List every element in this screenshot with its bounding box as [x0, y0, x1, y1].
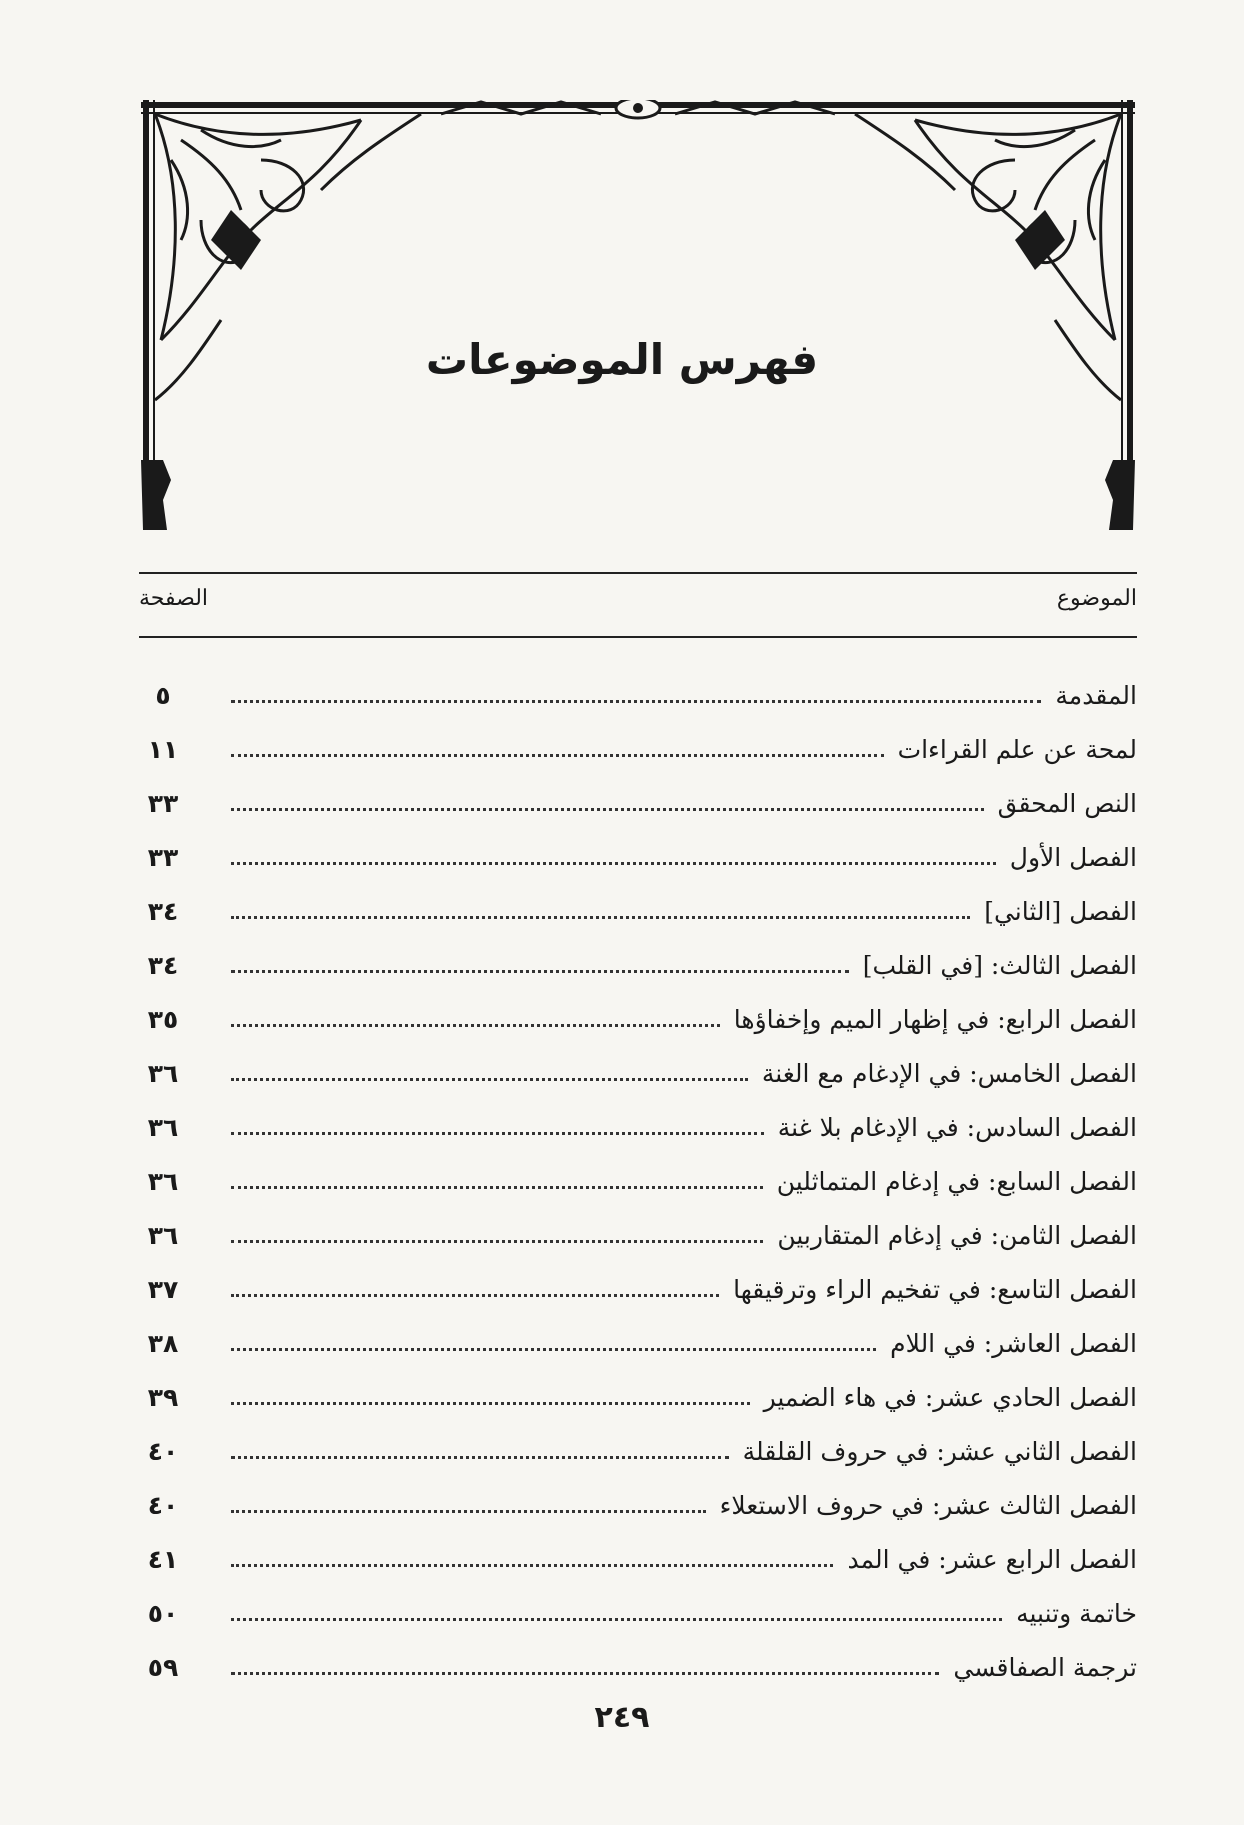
toc-page: ٣٧	[147, 1274, 179, 1304]
toc-topic: الفصل السابع: في إدغام المتماثلين	[776, 1166, 1137, 1196]
toc-entry	[139, 668, 1137, 722]
header-top-rule	[139, 572, 1137, 574]
toc-page: ٣٤	[147, 896, 179, 926]
page-column-label: الصفحة	[139, 586, 209, 611]
toc-topic: الفصل [الثاني]	[984, 896, 1137, 926]
toc-list	[139, 668, 1137, 1694]
toc-topic: الفصل الثالث عشر: في حروف الاستعلاء	[719, 1490, 1137, 1520]
dot-leader	[231, 1078, 748, 1081]
toc-entry	[139, 1586, 1137, 1640]
toc-page: ٣٦	[147, 1112, 179, 1142]
toc-topic: الفصل العاشر: في اللام	[890, 1328, 1137, 1358]
toc-page: ٣٤	[147, 950, 179, 980]
dot-leader	[231, 1618, 1002, 1621]
toc-page: ٤٠	[147, 1436, 179, 1466]
toc-entry	[139, 992, 1137, 1046]
toc-entry	[139, 1640, 1137, 1694]
toc-topic: الفصل الثامن: في إدغام المتقاربين	[777, 1220, 1137, 1250]
toc-entry	[139, 1046, 1137, 1100]
dot-leader	[231, 808, 984, 811]
dot-leader	[231, 1186, 763, 1189]
toc-header	[139, 586, 1137, 626]
toc-page: ٣٣	[147, 842, 179, 872]
dot-leader	[231, 1456, 729, 1459]
toc-page: ٣٨	[147, 1328, 179, 1358]
toc-topic: الفصل الثالث: [في القلب]	[862, 950, 1137, 980]
toc-entry	[139, 1370, 1137, 1424]
toc-entry	[139, 1100, 1137, 1154]
dot-leader	[231, 700, 1041, 703]
toc-topic: الفصل الرابع عشر: في المد	[847, 1544, 1137, 1574]
toc-topic: ترجمة الصفاقسي	[953, 1652, 1137, 1682]
toc-entry	[139, 1478, 1137, 1532]
toc-topic: الفصل الثاني عشر: في حروف القلقلة	[742, 1436, 1137, 1466]
toc-topic: خاتمة وتنبيه	[1016, 1598, 1137, 1628]
dot-leader	[231, 1672, 939, 1675]
page-number: ٢٤٩	[594, 1700, 650, 1735]
toc-topic: المقدمة	[1055, 680, 1137, 710]
toc-topic: الفصل الخامس: في الإدغام مع الغنة	[761, 1058, 1137, 1088]
toc-entry	[139, 1424, 1137, 1478]
toc-page: ٣٣	[147, 788, 179, 818]
dot-leader	[231, 1564, 833, 1567]
toc-page: ٣٦	[147, 1058, 179, 1088]
toc-entry	[139, 776, 1137, 830]
dot-leader	[231, 916, 970, 919]
dot-leader	[231, 754, 884, 757]
toc-topic: الفصل التاسع: في تفخيم الراء وترقيقها	[733, 1274, 1137, 1304]
toc-page: ٣٦	[147, 1220, 179, 1250]
toc-page: ٣٥	[147, 1004, 179, 1034]
toc-topic: النص المحقق	[997, 788, 1137, 818]
toc-entry	[139, 1208, 1137, 1262]
toc-page: ٥٠	[147, 1598, 179, 1628]
toc-page: ٥٩	[147, 1652, 179, 1682]
dot-leader	[231, 1348, 876, 1351]
toc-page: ١١	[147, 734, 179, 764]
dot-leader	[231, 1132, 764, 1135]
dot-leader	[231, 1024, 720, 1027]
toc-entry	[139, 830, 1137, 884]
toc-entry	[139, 1262, 1137, 1316]
toc-topic: الفصل الحادي عشر: في هاء الضمير	[763, 1382, 1137, 1412]
dot-leader	[231, 1240, 763, 1243]
ornamental-frame	[141, 100, 1135, 530]
dot-leader	[231, 970, 849, 973]
toc-page: ٤١	[147, 1544, 179, 1574]
toc-entry	[139, 1532, 1137, 1586]
page-title: فهرس الموضوعات	[425, 335, 819, 384]
toc-page: ٥	[155, 680, 171, 710]
toc-topic: الفصل الأول	[1009, 842, 1137, 872]
arabesque-border-icon	[141, 100, 1135, 530]
toc-entry	[139, 1154, 1137, 1208]
toc-entry	[139, 884, 1137, 938]
dot-leader	[231, 1294, 719, 1297]
toc-page: ٣٩	[147, 1382, 179, 1412]
dot-leader	[231, 1510, 706, 1513]
header-bottom-rule	[139, 636, 1137, 638]
toc-topic: الفصل الرابع: في إظهار الميم وإخفاؤها	[733, 1004, 1137, 1034]
toc-page: ٣٦	[147, 1166, 179, 1196]
dot-leader	[231, 1402, 750, 1405]
dot-leader	[231, 862, 996, 865]
toc-topic: لمحة عن علم القراءات	[897, 734, 1137, 764]
toc-topic: الفصل السادس: في الإدغام بلا غنة	[777, 1112, 1137, 1142]
toc-entry	[139, 938, 1137, 992]
toc-entry	[139, 1316, 1137, 1370]
topic-column-label: الموضوع	[1056, 586, 1137, 611]
toc-entry	[139, 722, 1137, 776]
toc-page: ٤٠	[147, 1490, 179, 1520]
